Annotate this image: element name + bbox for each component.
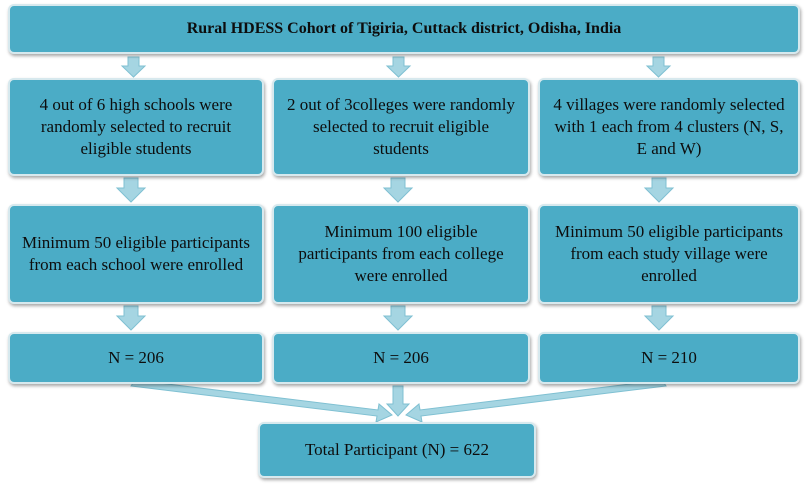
col2-count: N = 206 [373, 347, 429, 367]
col2-enrollment-box [272, 204, 530, 304]
col1-enrollment-text: Minimum 50 eligible participants from each school were enrolled [21, 232, 251, 274]
col2-enrollment-text: Minimum 100 eligible participants from each college were enrolled [298, 221, 504, 286]
arrow-row2-to-row3-col2 [384, 306, 412, 330]
arrow-title-to-col3 [647, 57, 670, 77]
arrow-row2-to-row3-col3 [645, 306, 673, 330]
arrow-col3-to-total [406, 380, 666, 422]
col1-count: N = 206 [108, 347, 164, 367]
col3-enrollment-box [538, 204, 800, 304]
cohort-title-box [8, 4, 800, 54]
arrow-row1-to-row2-col1 [117, 178, 145, 202]
col3-count: N = 210 [641, 347, 697, 367]
col1-selection-text: 4 out of 6 high schools were randomly selected to recruit eligible students [39, 94, 233, 159]
col2-selection-box [272, 78, 530, 176]
arrow-row2-to-row3-col1 [117, 306, 145, 330]
col2-selection-text: 2 out of 3colleges were randomly selected to recruit eligible students [286, 94, 515, 159]
col1-count-box [8, 332, 264, 384]
col1-enrollment-box [8, 204, 264, 304]
arrow-col1-to-total [131, 380, 392, 422]
col3-enrollment-text: Minimum 50 eligible participants from each study village were enrolled [554, 221, 784, 286]
col3-selection-box [538, 78, 800, 176]
arrow-title-to-col2 [387, 57, 410, 77]
total-participants-box [258, 422, 536, 478]
arrow-col2-to-total [387, 386, 409, 416]
col3-selection-text: 4 villages were randomly selected with 1 each from 4 clusters (N, S, E and W) [553, 94, 785, 159]
cohort-title: Rural HDESS Cohort of Tigiria, Cuttack district, Odisha, India [186, 19, 622, 37]
arrow-row1-to-row2-col2 [384, 178, 412, 202]
arrow-row1-to-row2-col3 [645, 178, 673, 202]
total-participants: Total Participant (N) = 622 [304, 439, 490, 459]
arrow-title-to-col1 [122, 57, 145, 77]
col1-selection-box [8, 78, 264, 176]
col2-count-box [272, 332, 530, 384]
col3-count-box [538, 332, 800, 384]
